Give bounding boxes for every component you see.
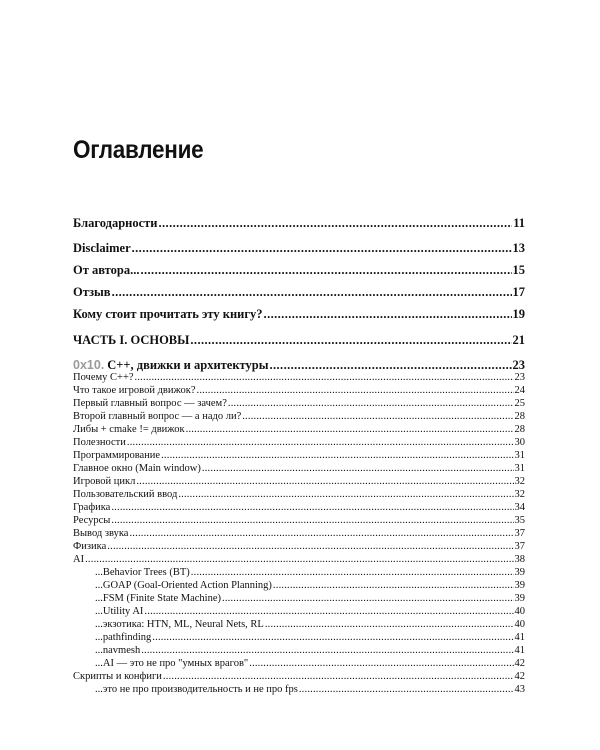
toc-section-label: Физика xyxy=(73,541,107,552)
toc-section[interactable] xyxy=(73,671,525,682)
toc-subsection-label: ...GOAP (Goal-Oriented Action Planning) xyxy=(95,580,272,591)
dot-leader xyxy=(161,450,513,461)
toc-entry-label: От автора... xyxy=(73,263,140,277)
toc-page-number: 42 xyxy=(514,658,525,669)
toc-page-number: 23 xyxy=(512,358,525,372)
dot-leader xyxy=(191,567,514,578)
toc-part-1[interactable] xyxy=(73,333,525,348)
dot-leader xyxy=(111,502,513,513)
toc-page-number: 37 xyxy=(514,528,525,539)
toc-section[interactable] xyxy=(73,554,525,565)
toc-page-number: 17 xyxy=(512,285,525,299)
dot-leader xyxy=(107,541,513,552)
toc-page-number: 37 xyxy=(514,541,525,552)
toc-page-number: 11 xyxy=(513,216,525,230)
toc-entry-acknowledgements[interactable] xyxy=(73,216,525,231)
toc-section[interactable] xyxy=(73,424,525,435)
toc-chapter-0x10[interactable] xyxy=(73,358,525,373)
dot-leader xyxy=(152,632,513,643)
toc-page-number: 39 xyxy=(514,580,525,591)
toc-section-label: Второй главный вопрос — а надо ли? xyxy=(73,411,242,422)
toc-section-label: Скрипты и конфиги xyxy=(73,671,162,682)
toc-section[interactable] xyxy=(73,541,525,552)
toc-section[interactable] xyxy=(73,385,525,396)
toc-section-label: Первый главный вопрос — зачем? xyxy=(73,398,227,409)
toc-page-number: 40 xyxy=(514,619,525,630)
toc-section[interactable] xyxy=(73,437,525,448)
dot-leader xyxy=(190,333,511,348)
toc-subsection-label: ...navmesh xyxy=(95,645,141,656)
toc-subsection-label: ...pathfinding xyxy=(95,632,152,643)
toc-page-number: 19 xyxy=(512,307,525,321)
toc-section-label: Что такое игровой движок? xyxy=(73,385,196,396)
dot-leader xyxy=(202,463,514,474)
dot-leader xyxy=(112,285,512,300)
toc-section[interactable] xyxy=(73,528,525,539)
toc-section[interactable] xyxy=(73,515,525,526)
toc-entry-label: Отзыв xyxy=(73,285,111,299)
toc-entry-review[interactable] xyxy=(73,285,525,300)
toc-chapter-label: С++, движки и архитектуры xyxy=(107,358,269,372)
dot-leader xyxy=(197,385,514,396)
toc-entry-disclaimer[interactable] xyxy=(73,241,525,256)
toc-entry-label: Благодарности xyxy=(73,216,158,230)
toc-part-label: ЧАСТЬ I. ОСНОВЫ xyxy=(73,333,190,347)
toc-subsection[interactable] xyxy=(73,606,525,617)
toc-subsection-label: ...FSM (Finite State Machine) xyxy=(95,593,221,604)
toc-section[interactable] xyxy=(73,476,525,487)
dot-leader xyxy=(269,358,511,373)
page-title: Оглавление xyxy=(73,136,204,164)
dot-leader xyxy=(144,606,513,617)
toc-section-label: Главное окно (Main window) xyxy=(73,463,201,474)
toc-section-label: Почему С++? xyxy=(73,372,134,383)
toc-section[interactable] xyxy=(73,502,525,513)
toc-subsection-label: ...это не про производительность и не про fps xyxy=(95,684,298,695)
dot-leader xyxy=(186,424,514,435)
toc-page-number: 38 xyxy=(514,554,525,565)
toc-page-number: 28 xyxy=(514,411,525,422)
toc-page-number: 15 xyxy=(512,263,525,277)
dot-leader xyxy=(163,671,514,682)
toc-section-label: Графика xyxy=(73,502,111,513)
dot-leader xyxy=(140,263,511,278)
toc-entry-label: Disclaimer xyxy=(73,241,131,255)
toc-page-number: 43 xyxy=(514,684,525,695)
toc-section[interactable] xyxy=(73,489,525,500)
dot-leader xyxy=(264,307,512,322)
toc-page-number: 35 xyxy=(514,515,525,526)
toc-section[interactable] xyxy=(73,411,525,422)
dot-leader xyxy=(129,528,513,539)
toc-entry-who-should-read[interactable] xyxy=(73,307,525,322)
dot-leader xyxy=(135,372,514,383)
dot-leader xyxy=(222,593,514,604)
dot-leader xyxy=(228,398,514,409)
dot-leader xyxy=(141,645,513,656)
dot-leader xyxy=(85,554,513,565)
toc-subsection[interactable] xyxy=(73,658,525,669)
toc-entry-from-author[interactable] xyxy=(73,263,525,278)
toc-section-label: AI xyxy=(73,554,85,565)
toc-subsection[interactable] xyxy=(73,632,525,643)
dot-leader xyxy=(242,411,513,422)
toc-entry-label: Кому стоит прочитать эту книгу? xyxy=(73,307,263,321)
dot-leader xyxy=(132,241,512,256)
toc-page-number: 39 xyxy=(514,593,525,604)
toc-page-number: 21 xyxy=(512,333,525,347)
dot-leader xyxy=(127,437,514,448)
toc-section[interactable] xyxy=(73,372,525,383)
toc-section-label: Полезности xyxy=(73,437,126,448)
chapter-code: 0x10. xyxy=(73,358,105,372)
dot-leader xyxy=(249,658,513,669)
toc-page-number: 34 xyxy=(514,502,525,513)
toc-section[interactable] xyxy=(73,463,525,474)
dot-leader xyxy=(136,476,513,487)
dot-leader xyxy=(265,619,514,630)
toc-subsection-label: ...Behavior Trees (BT) xyxy=(95,567,190,578)
toc-page-number: 41 xyxy=(514,645,525,656)
toc-page-number: 32 xyxy=(514,476,525,487)
toc-subsection[interactable] xyxy=(73,580,525,591)
toc-section-label: Программирование xyxy=(73,450,161,461)
toc-page-number: 40 xyxy=(514,606,525,617)
toc-subsection[interactable] xyxy=(73,684,525,695)
dot-leader xyxy=(299,684,514,695)
toc-page-number: 30 xyxy=(514,437,525,448)
dot-leader xyxy=(273,580,514,591)
toc-page-number: 23 xyxy=(514,372,525,383)
toc-page-number: 31 xyxy=(514,463,525,474)
toc-subsection[interactable] xyxy=(73,619,525,630)
toc-page-number: 25 xyxy=(514,398,525,409)
toc-page-number: 39 xyxy=(514,567,525,578)
toc-section-label: Ресурсы xyxy=(73,515,111,526)
toc-subsection-label: ...экзотика: HTN, ML, Neural Nets, RL xyxy=(95,619,264,630)
dot-leader xyxy=(111,515,513,526)
toc-section[interactable] xyxy=(73,398,525,409)
toc-page-number: 41 xyxy=(514,632,525,643)
toc-page-number: 24 xyxy=(514,385,525,396)
toc-subsection[interactable] xyxy=(73,567,525,578)
toc-section-label: Пользовательский ввод xyxy=(73,489,178,500)
dot-leader xyxy=(159,216,513,231)
toc-subsection-label: ...Utility AI xyxy=(95,606,144,617)
toc-page-number: 42 xyxy=(514,671,525,682)
toc-subsection[interactable] xyxy=(73,593,525,604)
toc-subsection[interactable] xyxy=(73,645,525,656)
toc-section-label: Игровой цикл xyxy=(73,476,136,487)
toc-section-label: Вывод звука xyxy=(73,528,129,539)
toc-page-number: 31 xyxy=(514,450,525,461)
toc-page-number: 28 xyxy=(514,424,525,435)
toc-section[interactable] xyxy=(73,450,525,461)
toc-subsection-label: ...AI — это не про "умных врагов" xyxy=(95,658,249,669)
toc-page-number: 13 xyxy=(512,241,525,255)
dot-leader xyxy=(178,489,513,500)
toc-page-number: 32 xyxy=(514,489,525,500)
toc-section-label: Либы + cmake != движок xyxy=(73,424,185,435)
